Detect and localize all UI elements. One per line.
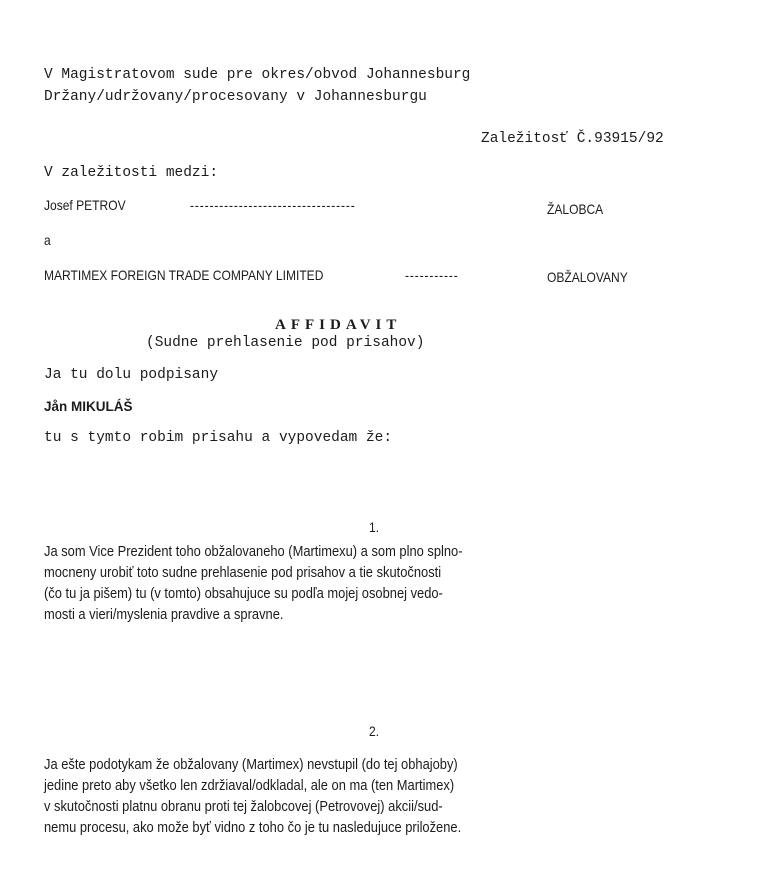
court-line-1: V Magistratovom sude pre okres/obvod Johannesburg <box>44 67 471 83</box>
section-1-line: Ja som Vice Prezident toho obžalovaneho (Martimexu) a som plno splno- <box>44 543 463 560</box>
section-2-line: jedine preto aby všetko len zdržiaval/odkladal, ale on ma (ten Martimex) <box>44 777 455 794</box>
plaintiff-role: ŽALOBCA <box>547 201 604 217</box>
parties-intro: V zaležitosti medzi: <box>44 165 219 181</box>
section-1-line: mosti a vieri/myslenia pravdive a spravne. <box>44 606 284 623</box>
defendant-name: MARTIMEX FOREIGN TRADE COMPANY LIMITED <box>44 267 324 283</box>
affidavit-title: AFFIDAVIT <box>275 317 402 333</box>
section-2-line: Ja ešte podotykam že obžalovany (Martimex) nevstupil (do tej obhajoby) <box>44 756 458 773</box>
section-2-line: nemu procesu, ako može byť vidno z toho čo je tu nasledujuce priložene. <box>44 819 462 836</box>
section-2-number: 2. <box>369 723 380 739</box>
section-1-line: mocneny urobiť toto sudne prehlasenie pod prisahov a tie skutočnosti <box>44 564 442 581</box>
affidavit-subtitle: (Sudne prehlasenie pod prisahov) <box>146 335 425 351</box>
signed-intro: Ja tu dolu podpisany <box>44 367 219 383</box>
section-1-number: 1. <box>369 519 380 535</box>
case-number: Zaležitosť Č.93915/92 <box>481 131 664 147</box>
defendant-dashes: ----------- <box>405 267 459 283</box>
oath-line: tu s tymto robim prisahu a vypovedam že: <box>44 430 393 446</box>
signatory-name: Jån MIKULÁŠ <box>44 399 133 414</box>
plaintiff-name: Josef PETROV <box>44 197 126 213</box>
plaintiff-dashes: ---------------------------------- <box>190 197 356 213</box>
section-1-line: (čo tu ja pišem) tu (v tomto) obsahujuce su podľa mojej osobnej vedo- <box>44 585 443 602</box>
conjunction: a <box>44 232 51 248</box>
court-line-2: Držany/udržovany/procesovany v Johannesburgu <box>44 89 427 105</box>
defendant-role: OBŽALOVANY <box>547 269 628 285</box>
section-2-line: v skutočnosti platnu obranu proti tej žalobcovej (Petrovovej) akcii/sud- <box>44 798 443 815</box>
